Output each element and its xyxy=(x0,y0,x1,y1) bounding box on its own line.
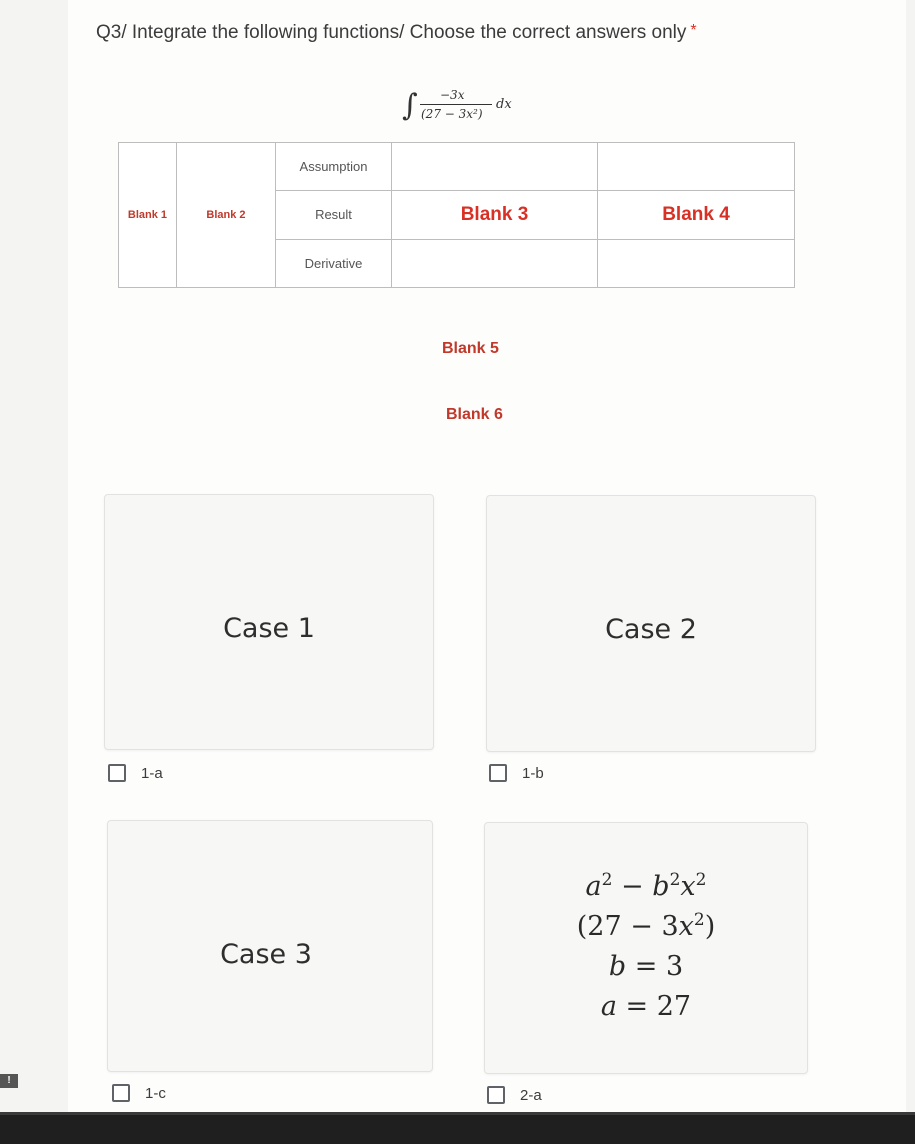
side-alert-marker: ! xyxy=(0,1074,18,1088)
assumption-label: Assumption xyxy=(276,143,392,191)
formula-line-1: $a^2 - b^2x^2$ xyxy=(585,870,707,902)
option-image-formula[interactable] xyxy=(484,822,808,1074)
checkbox-box[interactable] xyxy=(112,1084,130,1102)
result-label: Result xyxy=(276,191,392,239)
required-mark: * xyxy=(690,22,697,39)
checkbox-label: 1-c xyxy=(145,1084,166,1102)
case-3-caption: Case 3 xyxy=(220,939,312,970)
checkbox-box[interactable] xyxy=(489,764,507,782)
question-text: Q3/ Integrate the following functions/ Choose the correct answers only xyxy=(96,22,687,43)
derivative-value-cell xyxy=(392,239,598,287)
derivative-label: Derivative xyxy=(276,239,392,287)
blank-2-cell: Blank 2 xyxy=(177,143,276,288)
integral-numerator: −3x xyxy=(440,88,465,102)
integral-denominator: (27 − 3x²) xyxy=(421,107,483,121)
checkbox-1-a[interactable] xyxy=(108,764,163,782)
blank-4-cell: Blank 4 xyxy=(598,191,795,239)
checkbox-label: 2-a xyxy=(520,1086,542,1104)
blank-3-cell: Blank 3 xyxy=(392,191,598,239)
question-title xyxy=(96,22,697,44)
blank-6: Blank 6 xyxy=(446,406,503,423)
case-1-caption: Case 1 xyxy=(223,613,315,644)
derivative-value-cell-2 xyxy=(598,239,795,287)
integral-dx: dx xyxy=(496,97,512,112)
checkbox-box[interactable] xyxy=(108,764,126,782)
formula-line-3: b = 3 xyxy=(608,951,684,982)
answer-table xyxy=(118,142,795,288)
checkbox-label: 1-b xyxy=(522,764,544,782)
checkbox-2-a[interactable] xyxy=(487,1086,542,1104)
integral-sign: ∫ xyxy=(402,88,418,123)
assumption-value-cell-2 xyxy=(598,143,795,191)
checkbox-1-c[interactable] xyxy=(112,1084,166,1102)
fraction-bar xyxy=(420,104,492,105)
formula-line-4: a = 27 xyxy=(600,991,692,1022)
blank-1-cell: Blank 1 xyxy=(119,143,177,288)
case-2-caption: Case 2 xyxy=(605,614,697,645)
formula-line-2: $(27 - 3x^2)$ xyxy=(576,910,716,942)
checkbox-box[interactable] xyxy=(487,1086,505,1104)
formula-block xyxy=(485,867,807,1027)
blank-5: Blank 5 xyxy=(442,340,499,357)
integral-expression xyxy=(400,86,530,130)
option-image-case-3[interactable] xyxy=(107,820,433,1072)
option-image-case-2[interactable] xyxy=(486,495,816,752)
screen-bottom-bezel xyxy=(0,1112,915,1144)
option-image-case-1[interactable] xyxy=(104,494,434,750)
checkbox-label: 1-a xyxy=(141,764,163,782)
checkbox-1-b[interactable] xyxy=(489,764,544,782)
assumption-value-cell xyxy=(392,143,598,191)
